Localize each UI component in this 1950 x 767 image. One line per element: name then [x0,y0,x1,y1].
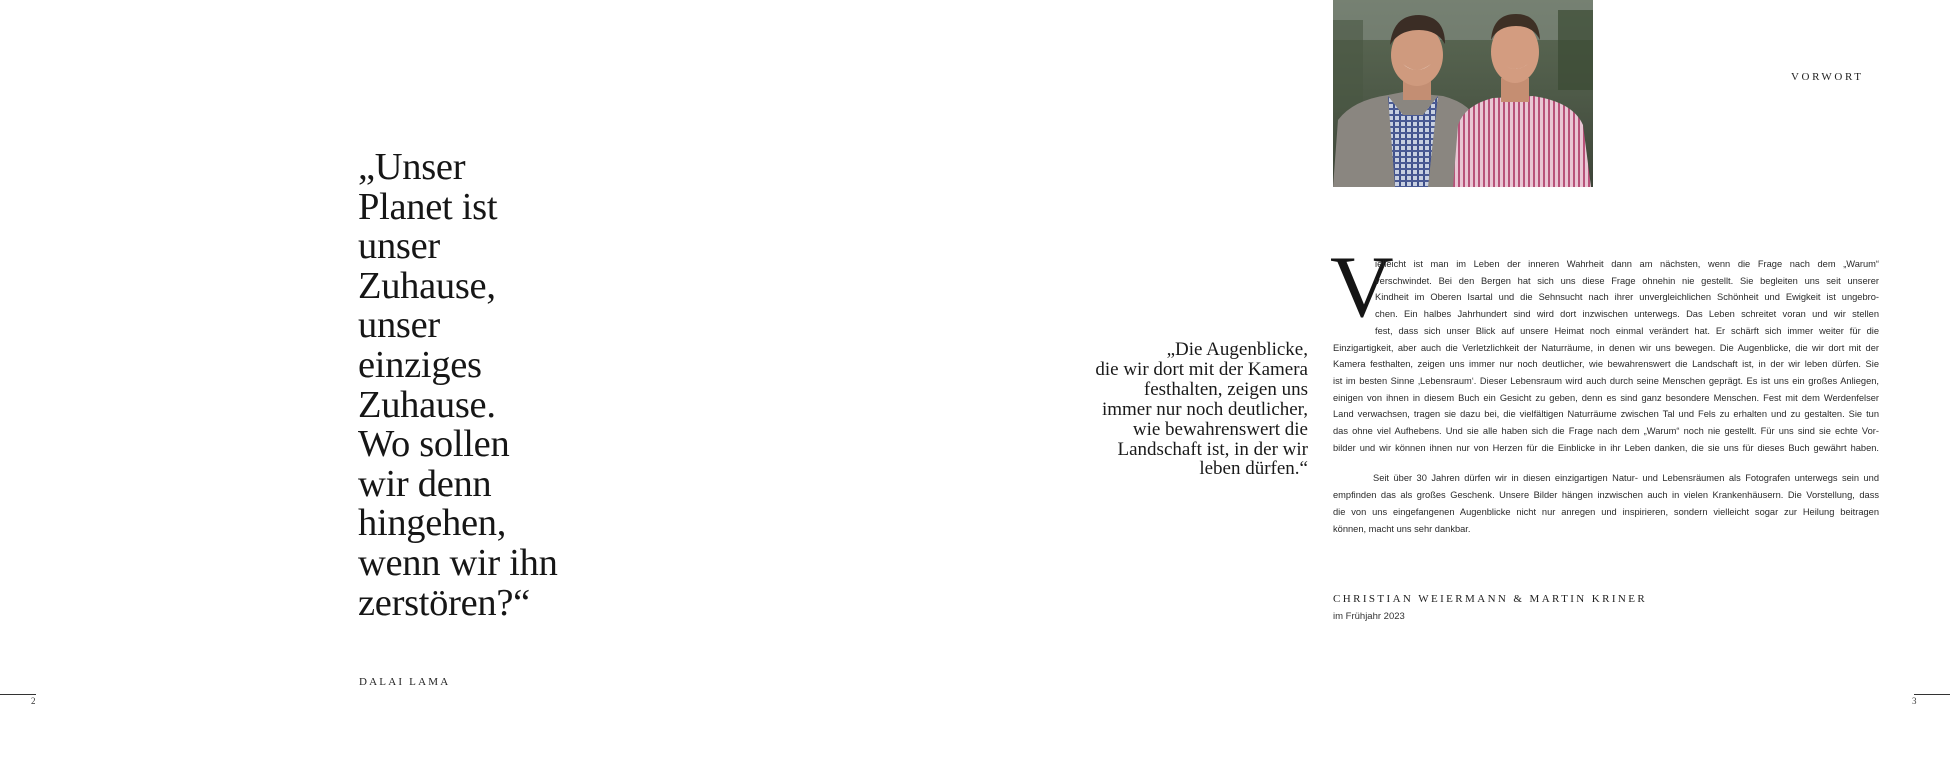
big-quote-line: Planet ist [358,185,498,228]
page-number-right: 3 [1912,696,1917,706]
body-line: einigen von ihnen in diesem Buch ein Gesicht zu geben, denn es sind ganz besondere Menschen. Fest mit dem Werdenfelser [1333,392,1879,403]
foreword-authors: CHRISTIAN WEIERMANN & MARTIN KRINER [1333,593,1648,605]
portrait-photo-icon [1333,0,1593,187]
portrait-photo [1333,0,1593,187]
big-quote-line: Wo sollen [358,423,510,466]
body-line: das ohne viel Aufhebens. Und sie alle haben sich die Frage nach dem „Warum“ noch nie gestellt. Für uns sind sie echte Vor- [1333,426,1879,437]
body-line: chen. Ein halbes Jahrhundert sind wird dort inzwischen unterwegs. Das Leben schreitet voran und wir stellen [1375,309,1879,320]
big-quote-line: Zuhause. [358,383,496,426]
pull-quote-line: „Die Augenblicke, [1166,339,1308,360]
body-line: Kamera festhalten, zeigen uns immer nur noch deutlicher, wie bewahrenswert die Landschaft ist, in der wir leben dürfen. Sie [1333,359,1879,370]
big-quote-line: „Unser [358,146,466,188]
big-quote-line: Zuhause, [358,264,496,307]
body-line: Land verwachsen, tragen sie dazu bei, die vielfältigen Naturräume zwischen Tal und Fels zu erhalten und zu gestalten. Sie tun [1333,409,1879,420]
drop-cap: V [1330,239,1394,336]
pull-quote-line: leben dürfen.“ [1199,458,1308,480]
body-line: Kindheit im Oberen Isartal und die Sehnsucht nach ihrer unvergleichlichen Schönheit und Ewigkeit ist ungebro- [1375,292,1879,303]
big-quote-line: wenn wir ihn [358,541,558,584]
page-number-rule-left [0,694,36,695]
body-line: können, macht uns sehr dankbar. [1333,523,1471,534]
body-line: Seit über 30 Jahren dürfen wir in diesen einzigartigen Natur- und Lebensräumen als Fotografen unterwegs sein und [1373,473,1879,484]
pull-quote [1030,340,1308,479]
body-line: ielleicht ist man im Leben der inneren Wahrheit dann am nächsten, wenn die Frage nach dem „Warum“ [1375,259,1879,269]
quote-author: DALAI LAMA [359,676,451,688]
big-quote-line: wir denn [358,462,492,505]
pull-quote-line: festhalten, zeigen uns [1143,378,1308,400]
body-line: bilder und wir können ihnen nur von Herzen für die Einblicke in ihr Leben danken, die sie uns für dieses Buch gewährt haben. [1333,442,1879,453]
foreword-date: im Frühjahr 2023 [1333,611,1405,622]
pull-quote-line: wie bewahrenswert die [1132,418,1308,440]
big-quote-line: zerstören?“ [358,581,530,624]
body-line: ist im besten Sinne ‚Lebensraum‘. Dieser Lebensraum wird auch durch seine Menschen geprägt. Es ist uns ein großes Anliegen, [1333,375,1879,386]
pull-quote-line: die wir dort mit der Kamera [1095,358,1308,380]
big-quote-line: einziges [358,343,482,386]
big-quote [358,148,618,623]
pull-quote-line: Landschaft ist, in der wir [1117,438,1308,460]
body-line: die von uns eingefangenen Augenblicke nicht nur anregen und inspirieren, sondern vielleicht sogar zur Heilung beitragen [1333,506,1879,517]
body-line: empfinden das als großes Geschenk. Unsere Bilder hängen inzwischen auch in vielen Krankenhäusern. Die Vorstellung, dass [1333,490,1879,501]
body-line: verschwindet. Bei den Bergen hat sich uns diese Frage ohnehin nie gestellt. Sie begleiten uns seit unserer [1375,275,1879,286]
big-quote-line: unser [358,304,440,347]
paragraph-gap [1333,456,1879,470]
pull-quote-line: immer nur noch deutlicher, [1101,398,1308,420]
body-line: Einzigartigkeit, aber auch die Verletzlichkeit der Naturräume, in denen wir uns bewegen. Die Augenblicke, die wir dort mit der [1333,342,1879,353]
foreword-body [1333,256,1879,537]
page-number-left: 2 [31,696,36,706]
big-quote-line: unser [358,225,440,268]
big-quote-line: hingehen, [358,502,507,545]
body-line: fest, dass sich unser Blick auf unsere Heimat noch einmal verändert hat. Er schärft sich immer weiter für die [1375,325,1879,336]
section-title: VORWORT [1791,71,1864,83]
page-number-rule-right [1914,694,1950,695]
